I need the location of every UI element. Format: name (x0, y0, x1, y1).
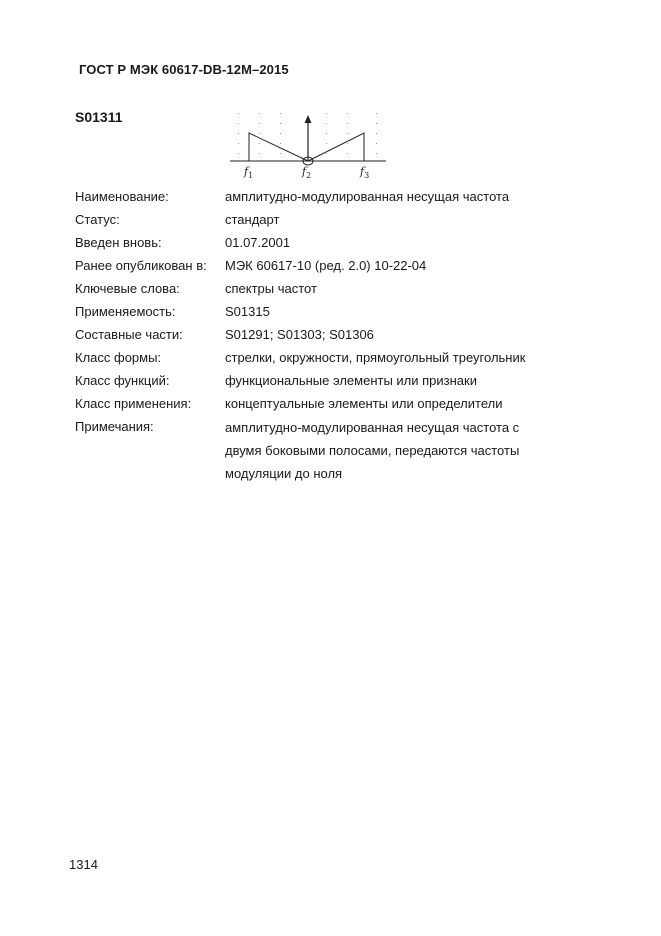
field-value: амплитудно-модулированная несущая частота (225, 189, 510, 204)
field-label: Наименование: (75, 189, 169, 204)
upper-sideband (308, 133, 364, 161)
field-value: стрелки, окружности, прямоугольный треугольник (225, 350, 526, 365)
field-label: Введен вновь: (75, 235, 162, 250)
page-number: 1314 (69, 857, 98, 872)
field-label: Ключевые слова: (75, 281, 180, 296)
field-row-introduced (75, 234, 595, 252)
field-value: стандарт (225, 212, 280, 227)
field-value: МЭК 60617-10 (ред. 2.0) 10-22-04 (225, 258, 427, 273)
symbol-graphic (226, 108, 388, 184)
field-row-previously-published (75, 257, 595, 275)
lower-sideband (249, 133, 308, 161)
notes-line: модуляции до ноля (225, 466, 343, 481)
field-value: функциональные элементы или признаки (225, 373, 477, 388)
field-label: Составные части: (75, 327, 183, 342)
notes-line: амплитудно-модулированная несущая частота с (225, 420, 520, 435)
label-f1-subscript: 1 (248, 171, 254, 180)
label-f1-letter: f (244, 165, 249, 178)
field-row-applicability (75, 303, 595, 321)
field-value: спектры частот (225, 281, 317, 296)
carrier-arrow-head (305, 115, 312, 123)
label-f2-subscript: 2 (306, 171, 312, 180)
field-value: концептуальные элементы или определители (225, 396, 503, 411)
symbol-fields (75, 188, 595, 490)
field-row-name (75, 188, 595, 206)
field-label: Примечания: (75, 419, 154, 434)
field-value: 01.07.2001 (225, 235, 291, 250)
standard-title: ГОСТ Р МЭК 60617-DB-12M–2015 (79, 62, 289, 77)
notes-line: двумя боковыми полосами, передаются частоты (225, 443, 520, 458)
label-f3 (359, 165, 369, 180)
field-label: Класс формы: (75, 350, 162, 365)
spectrum-diagram (226, 108, 388, 184)
label-f2-letter: f (302, 165, 307, 178)
notes-value (225, 416, 595, 485)
field-label: Ранее опубликован в: (75, 258, 207, 273)
label-f3-subscript: 3 (364, 171, 370, 180)
field-value: S01315 (225, 304, 270, 319)
label-f2 (301, 165, 311, 180)
field-row-components (75, 326, 595, 344)
label-f1 (243, 165, 253, 180)
field-row-application-class (75, 395, 595, 413)
field-row-shape-class (75, 349, 595, 367)
field-row-status (75, 211, 595, 229)
field-row-function-class (75, 372, 595, 390)
field-row-keywords (75, 280, 595, 298)
field-label: Класс функций: (75, 373, 170, 388)
field-label: Класс применения: (75, 396, 192, 411)
field-label: Статус: (75, 212, 120, 227)
symbol-code: S01311 (75, 109, 123, 125)
label-f3-letter: f (360, 165, 365, 178)
field-row-notes (75, 418, 595, 485)
field-value: S01291; S01303; S01306 (225, 327, 374, 342)
field-label: Применяемость: (75, 304, 176, 319)
